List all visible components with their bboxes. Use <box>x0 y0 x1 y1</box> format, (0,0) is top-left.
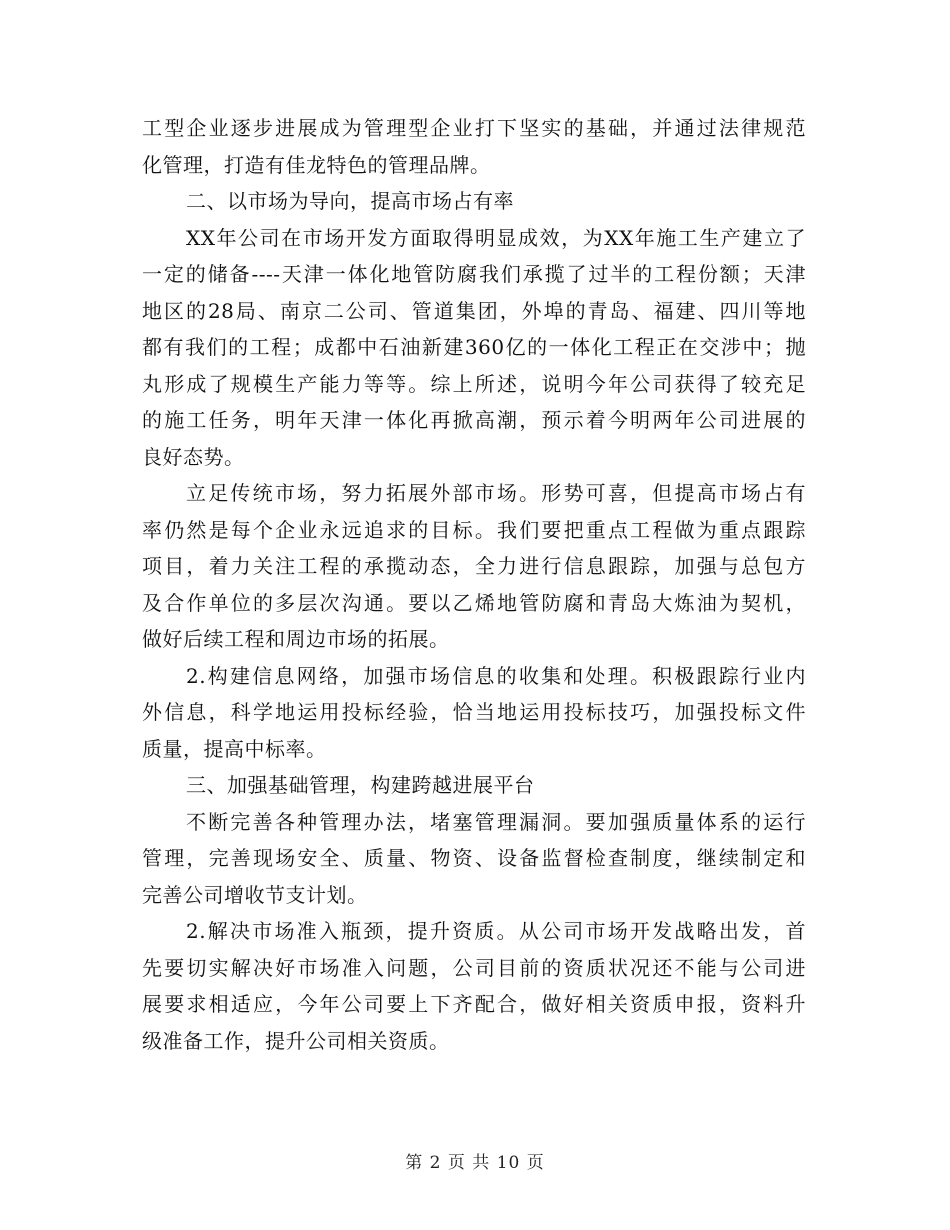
text-line: 级准备工作，提升公司相关资质。 <box>142 1028 450 1053</box>
paragraph <box>142 110 806 183</box>
text-line: 的施工任务，明年天津一体化再掀高潮，预示着今明两年公司进展的 <box>142 408 806 432</box>
text-line: 外信息，科学地运用投标经验，恰当地运用投标技巧，加强投标文件 <box>142 700 806 724</box>
text-line: 立足传统市场，努力拓展外部市场。形势可喜，但提高市场占有 <box>186 481 806 505</box>
page-number-footer: 第 2 页 共 10 页 <box>405 1153 545 1173</box>
paragraph <box>142 475 806 658</box>
text-line: 工型企业逐步进展成为管理型企业打下坚实的基础，并通过法律规范 <box>142 116 806 140</box>
text-line: 2.构建信息网络，加强市场信息的收集和处理。积极跟踪行业内 <box>186 663 806 688</box>
paragraph <box>142 913 806 1059</box>
paragraph <box>142 220 806 476</box>
text-line: 都有我们的工程；成都中石油新建360亿的一体化工程正在交涉中；抛 <box>142 335 806 359</box>
paragraph <box>142 804 806 914</box>
text-line: 质量，提高中标率。 <box>142 736 327 761</box>
text-line: 地区的28局、南京二公司、管道集团，外埠的青岛、福建、四川等地 <box>142 298 806 323</box>
text-line: 管理，完善现场安全、质量、物资、设备监督检查制度，继续制定和 <box>142 846 806 870</box>
text-line: 展要求相适应，今年公司要上下齐配合，做好相关资质申报，资料升 <box>142 992 806 1016</box>
text-line: 完善公司增收节支计划。 <box>142 882 368 907</box>
text-line: 率仍然是每个企业永远追求的目标。我们要把重点工程做为重点跟踪 <box>142 517 806 542</box>
section-heading <box>142 767 806 804</box>
text-line: 项目，着力关注工程的承揽动态，全力进行信息跟踪，加强与总包方 <box>142 554 806 578</box>
text-line: 做好后续工程和周边市场的拓展。 <box>142 627 450 651</box>
text-line: 丸形成了规模生产能力等等。综上所述，说明今年公司获得了较充足 <box>142 371 806 396</box>
text-line: 三、加强基础管理，构建跨越进展平台 <box>186 773 535 797</box>
text-line: 2.解决市场准入瓶颈，提升资质。从公司市场开发战略出发，首 <box>186 919 806 943</box>
text-line: 先要切实解决好市场准入问题，公司目前的资质状况还不能与公司进 <box>142 955 806 980</box>
text-line: 良好态势。 <box>142 444 245 469</box>
text-line: 化管理，打造有佳龙特色的管理品牌。 <box>142 152 491 177</box>
section-heading <box>142 183 806 220</box>
paragraph <box>142 658 806 768</box>
document-body <box>142 110 806 1059</box>
text-line: 二、以市场为导向，提高市场占有率 <box>186 189 514 213</box>
text-line: 及合作单位的多层次沟通。要以乙烯地管防腐和青岛大炼油为契机， <box>142 590 806 615</box>
text-line: 一定的储备----天津一体化地管防腐我们承揽了过半的工程份额；天津 <box>142 262 806 286</box>
text-line: XX年公司在市场开发方面取得明显成效，为XX年施工生产建立了 <box>186 225 806 250</box>
text-line: 不断完善各种管理办法，堵塞管理漏洞。要加强质量体系的运行 <box>186 809 806 834</box>
